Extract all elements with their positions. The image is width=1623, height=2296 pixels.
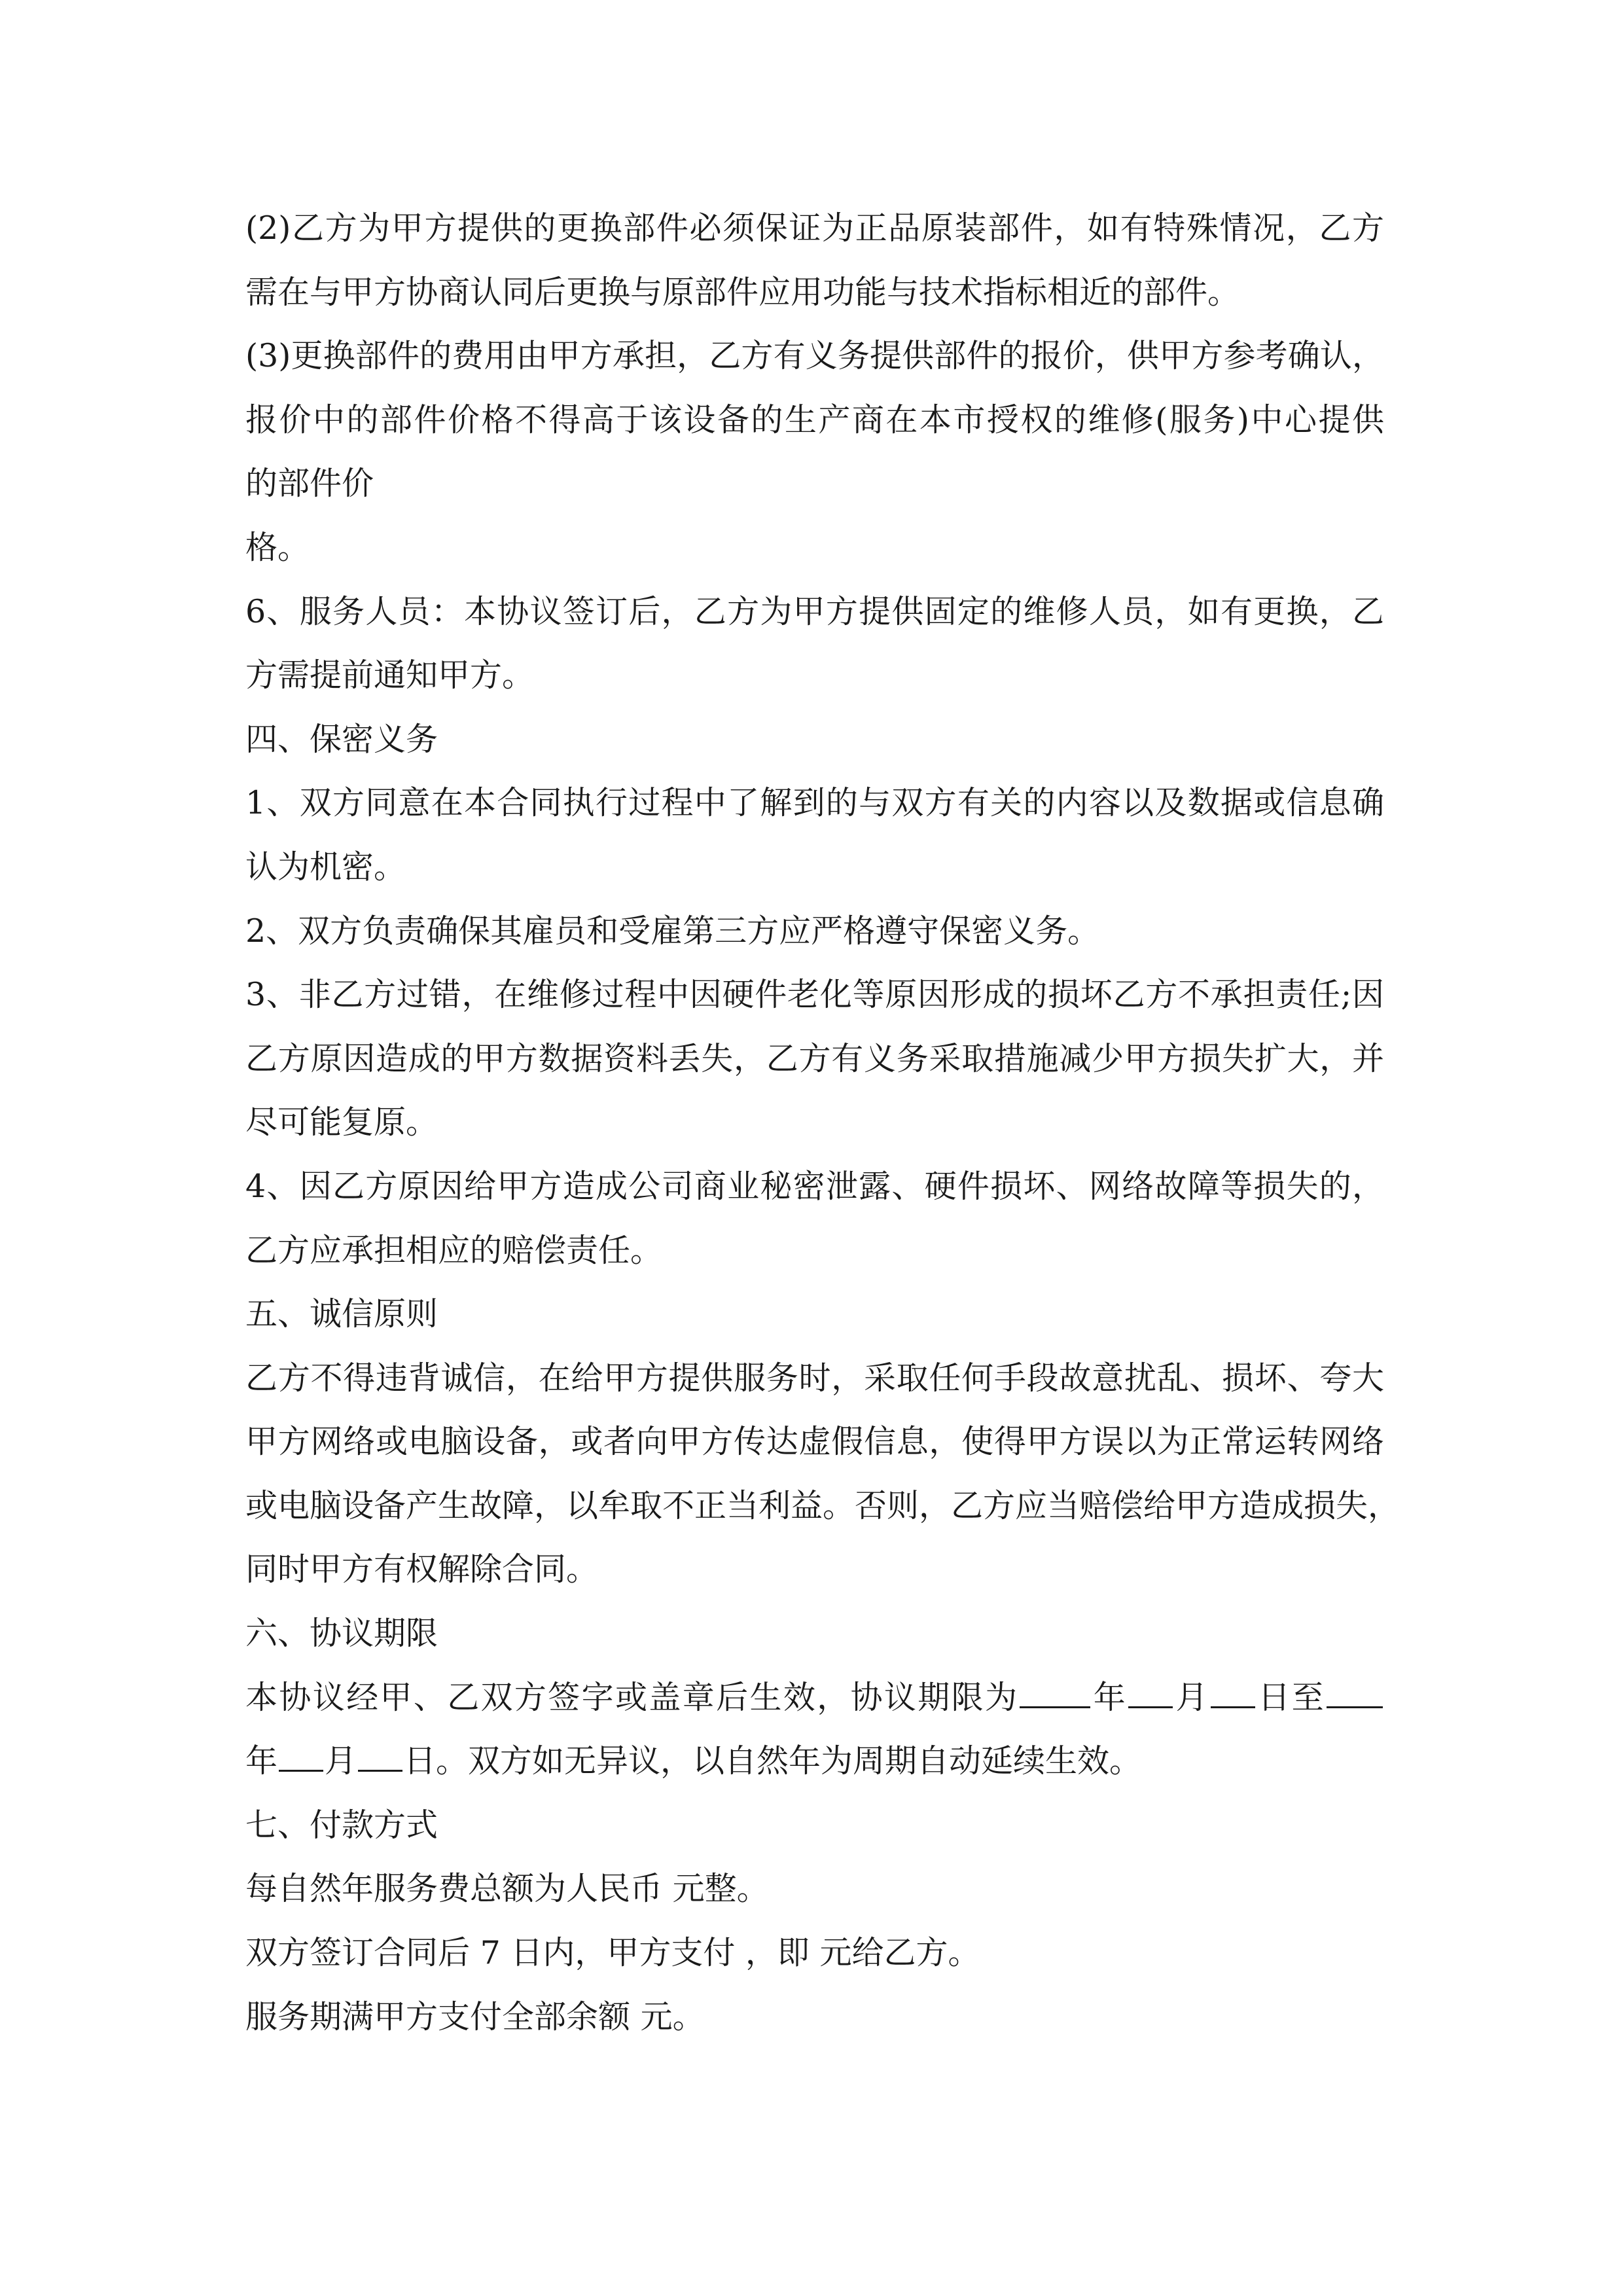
year-label: 年	[1092, 1678, 1128, 1716]
section-heading: 四、保密义务	[245, 720, 438, 758]
year-label: 年	[245, 1742, 278, 1780]
text-line: 4、因乙方原因给甲方造成公司商业秘密泄露、硬件损坏、网络故障等损失的，	[245, 1167, 1384, 1205]
text-line: 或电脑设备产生故障，以牟取不正当利益。否则，乙方应当赔偿给甲方造成损失，	[245, 1486, 1400, 1524]
text-line: 同时甲方有权解除合同。	[245, 1551, 599, 1588]
text-line: 服务期满甲方支付全部余额 元。	[245, 1998, 705, 2036]
text-line: 方需提前通知甲方。	[245, 656, 535, 694]
text-line: 乙方原因造成的甲方数据资料丢失，乙方有义务采取措施减少甲方损失扩大，并	[245, 1039, 1384, 1077]
section-heading: 五、诚信原则	[245, 1295, 438, 1333]
text-line: 6、服务人员：本协议签订后，乙方为甲方提供固定的维修人员，如有更换，乙	[245, 592, 1384, 630]
text-line: 每自然年服务费总额为人民币 元整。	[245, 1870, 769, 1908]
text-line: 尽可能复原。	[245, 1103, 438, 1141]
blank-field	[1020, 1677, 1090, 1708]
text-line: 报价中的部件价格不得高于该设备的生产商在本市授权的维修(服务)中心提供	[245, 401, 1384, 439]
text-line: 认为机密。	[245, 848, 406, 886]
text-line: 双方签订合同后 7 日内，甲方支付 ，即 元给乙方。	[245, 1934, 980, 1972]
text-line: 的部件价	[245, 465, 374, 503]
term-line-2	[245, 1729, 1384, 1793]
day-to-label: 日至	[1256, 1678, 1325, 1716]
document-body	[245, 196, 1400, 2049]
text-line: 3、非乙方过错，在维修过程中因硬件老化等原因形成的损坏乙方不承担责任;因	[245, 976, 1384, 1014]
blank-field	[279, 1741, 323, 1772]
text-line: 乙方不得违背诚信，在给甲方提供服务时，采取任何手段故意扰乱、损坏、夸大	[245, 1359, 1384, 1397]
text-line: 格。	[245, 528, 310, 566]
month-label: 月	[1174, 1678, 1209, 1716]
blank-field	[1128, 1677, 1173, 1708]
section-heading: 七、付款方式	[245, 1806, 438, 1844]
term-line-1	[245, 1666, 1384, 1730]
text-line: (3)更换部件的费用由甲方承担，乙方有义务提供部件的报价，供甲方参考确认，	[245, 337, 1384, 375]
blank-field	[358, 1741, 402, 1772]
text-line: 需在与甲方协商认同后更换与原部件应用功能与技术指标相近的部件。	[245, 273, 1240, 311]
month-label: 月	[325, 1742, 357, 1780]
section-heading: 六、协议期限	[245, 1615, 438, 1653]
text-line: 1、双方同意在本合同执行过程中了解到的与双方有关的内容以及数据或信息确	[245, 784, 1384, 822]
term-text: 日。双方如无异议，以自然年为周期自动延续生效。	[404, 1742, 1142, 1780]
term-text: 本协议经甲、乙双方签字或盖章后生效，协议期限为	[245, 1678, 1019, 1716]
blank-field	[1327, 1677, 1383, 1708]
text-line: 甲方网络或电脑设备，或者向甲方传达虚假信息，使得甲方误以为正常运转网络	[245, 1423, 1384, 1461]
text-line: 2、双方负责确保其雇员和受雇第三方应严格遵守保密义务。	[245, 912, 1100, 950]
blank-field	[1211, 1677, 1255, 1708]
text-line: 乙方应承担相应的赔偿责任。	[245, 1231, 663, 1269]
text-line: (2)乙方为甲方提供的更换部件必须保证为正品原装部件，如有特殊情况，乙方	[245, 209, 1384, 247]
